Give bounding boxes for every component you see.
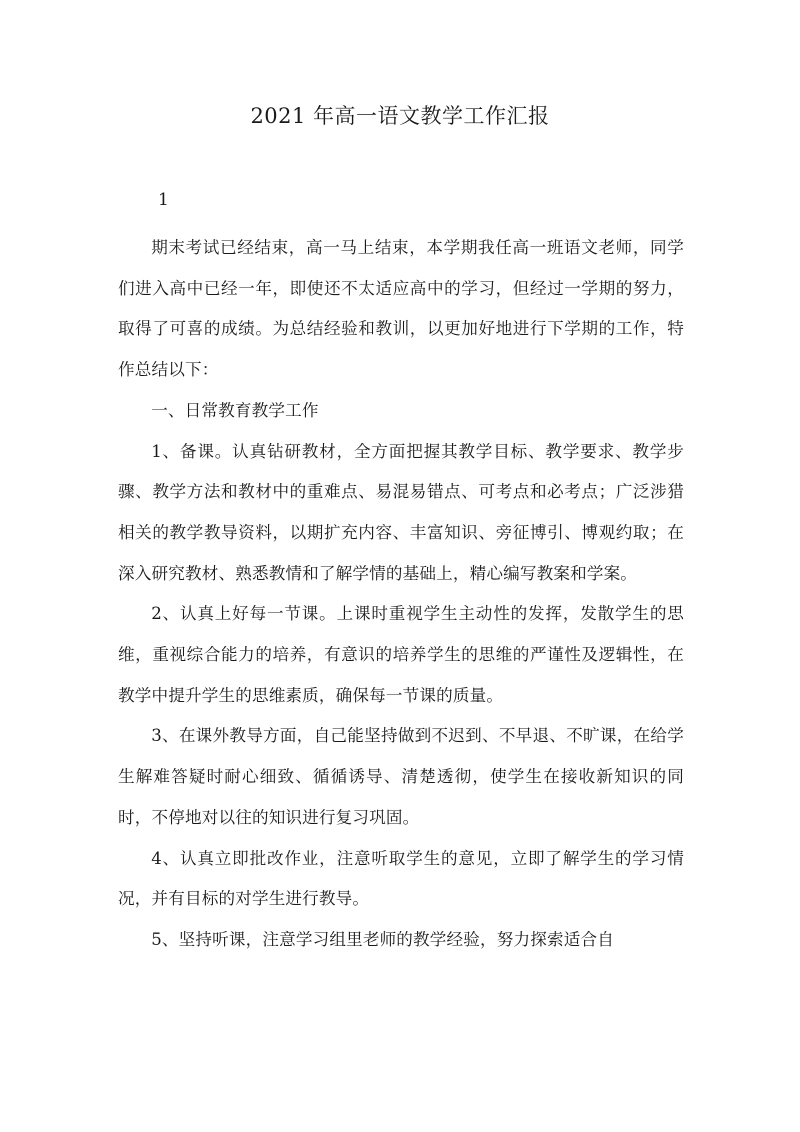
paragraph-item-3: 3、在课外教导方面，自己能坚持做到不迟到、不早退、不旷课，在给学生解难答疑时耐心细致、循循诱导、清楚透彻，使学生在接收新知识的同时，不停地对以往的知识进行复习巩固。	[118, 726, 684, 827]
document-body	[118, 228, 684, 961]
paragraph-item-5: 5、坚持听课，注意学习组里老师的教学经验，努力探索适合自	[151, 929, 614, 949]
section-heading: 一、日常教育教学工作	[151, 400, 319, 420]
paragraph-intro: 期末考试已经结束，高一马上结束，本学期我任高一班语文老师，同学们进入高中已经一年，即使还不太适应高中的学习，但经过一学期的努力，取得了可喜的成绩。为总结经验和教训，以更加好地进行下学期的工作，特作总结以下：	[118, 238, 684, 380]
document-title: 2021 年高一语文教学工作汇报	[250, 104, 550, 128]
paragraph-item-4: 4、认真立即批改作业，注意听取学生的意见，立即了解学生的学习情况，并有目标的对学生进行教导。	[118, 848, 684, 909]
paragraph-item-1: 1、备课。认真钻研教材，全方面把握其教学目标、教学要求、教学步骤、教学方法和教材中的重难点、易混易错点、可考点和必考点；广泛涉猎相关的教学教导资料，以期扩充内容、丰富知识、旁征博引、博观约取；在深入研究教材、熟悉教情和了解学情的基础上，精心编写教案和学案。	[118, 441, 684, 583]
section-number: 1	[158, 190, 169, 210]
paragraph-item-2: 2、认真上好每一节课。上课时重视学生主动性的发挥，发散学生的思维，重视综合能力的培养，有意识的培养学生的思维的严谨性及逻辑性，在教学中提升学生的思维素质，确保每一节课的质量。	[118, 604, 684, 705]
